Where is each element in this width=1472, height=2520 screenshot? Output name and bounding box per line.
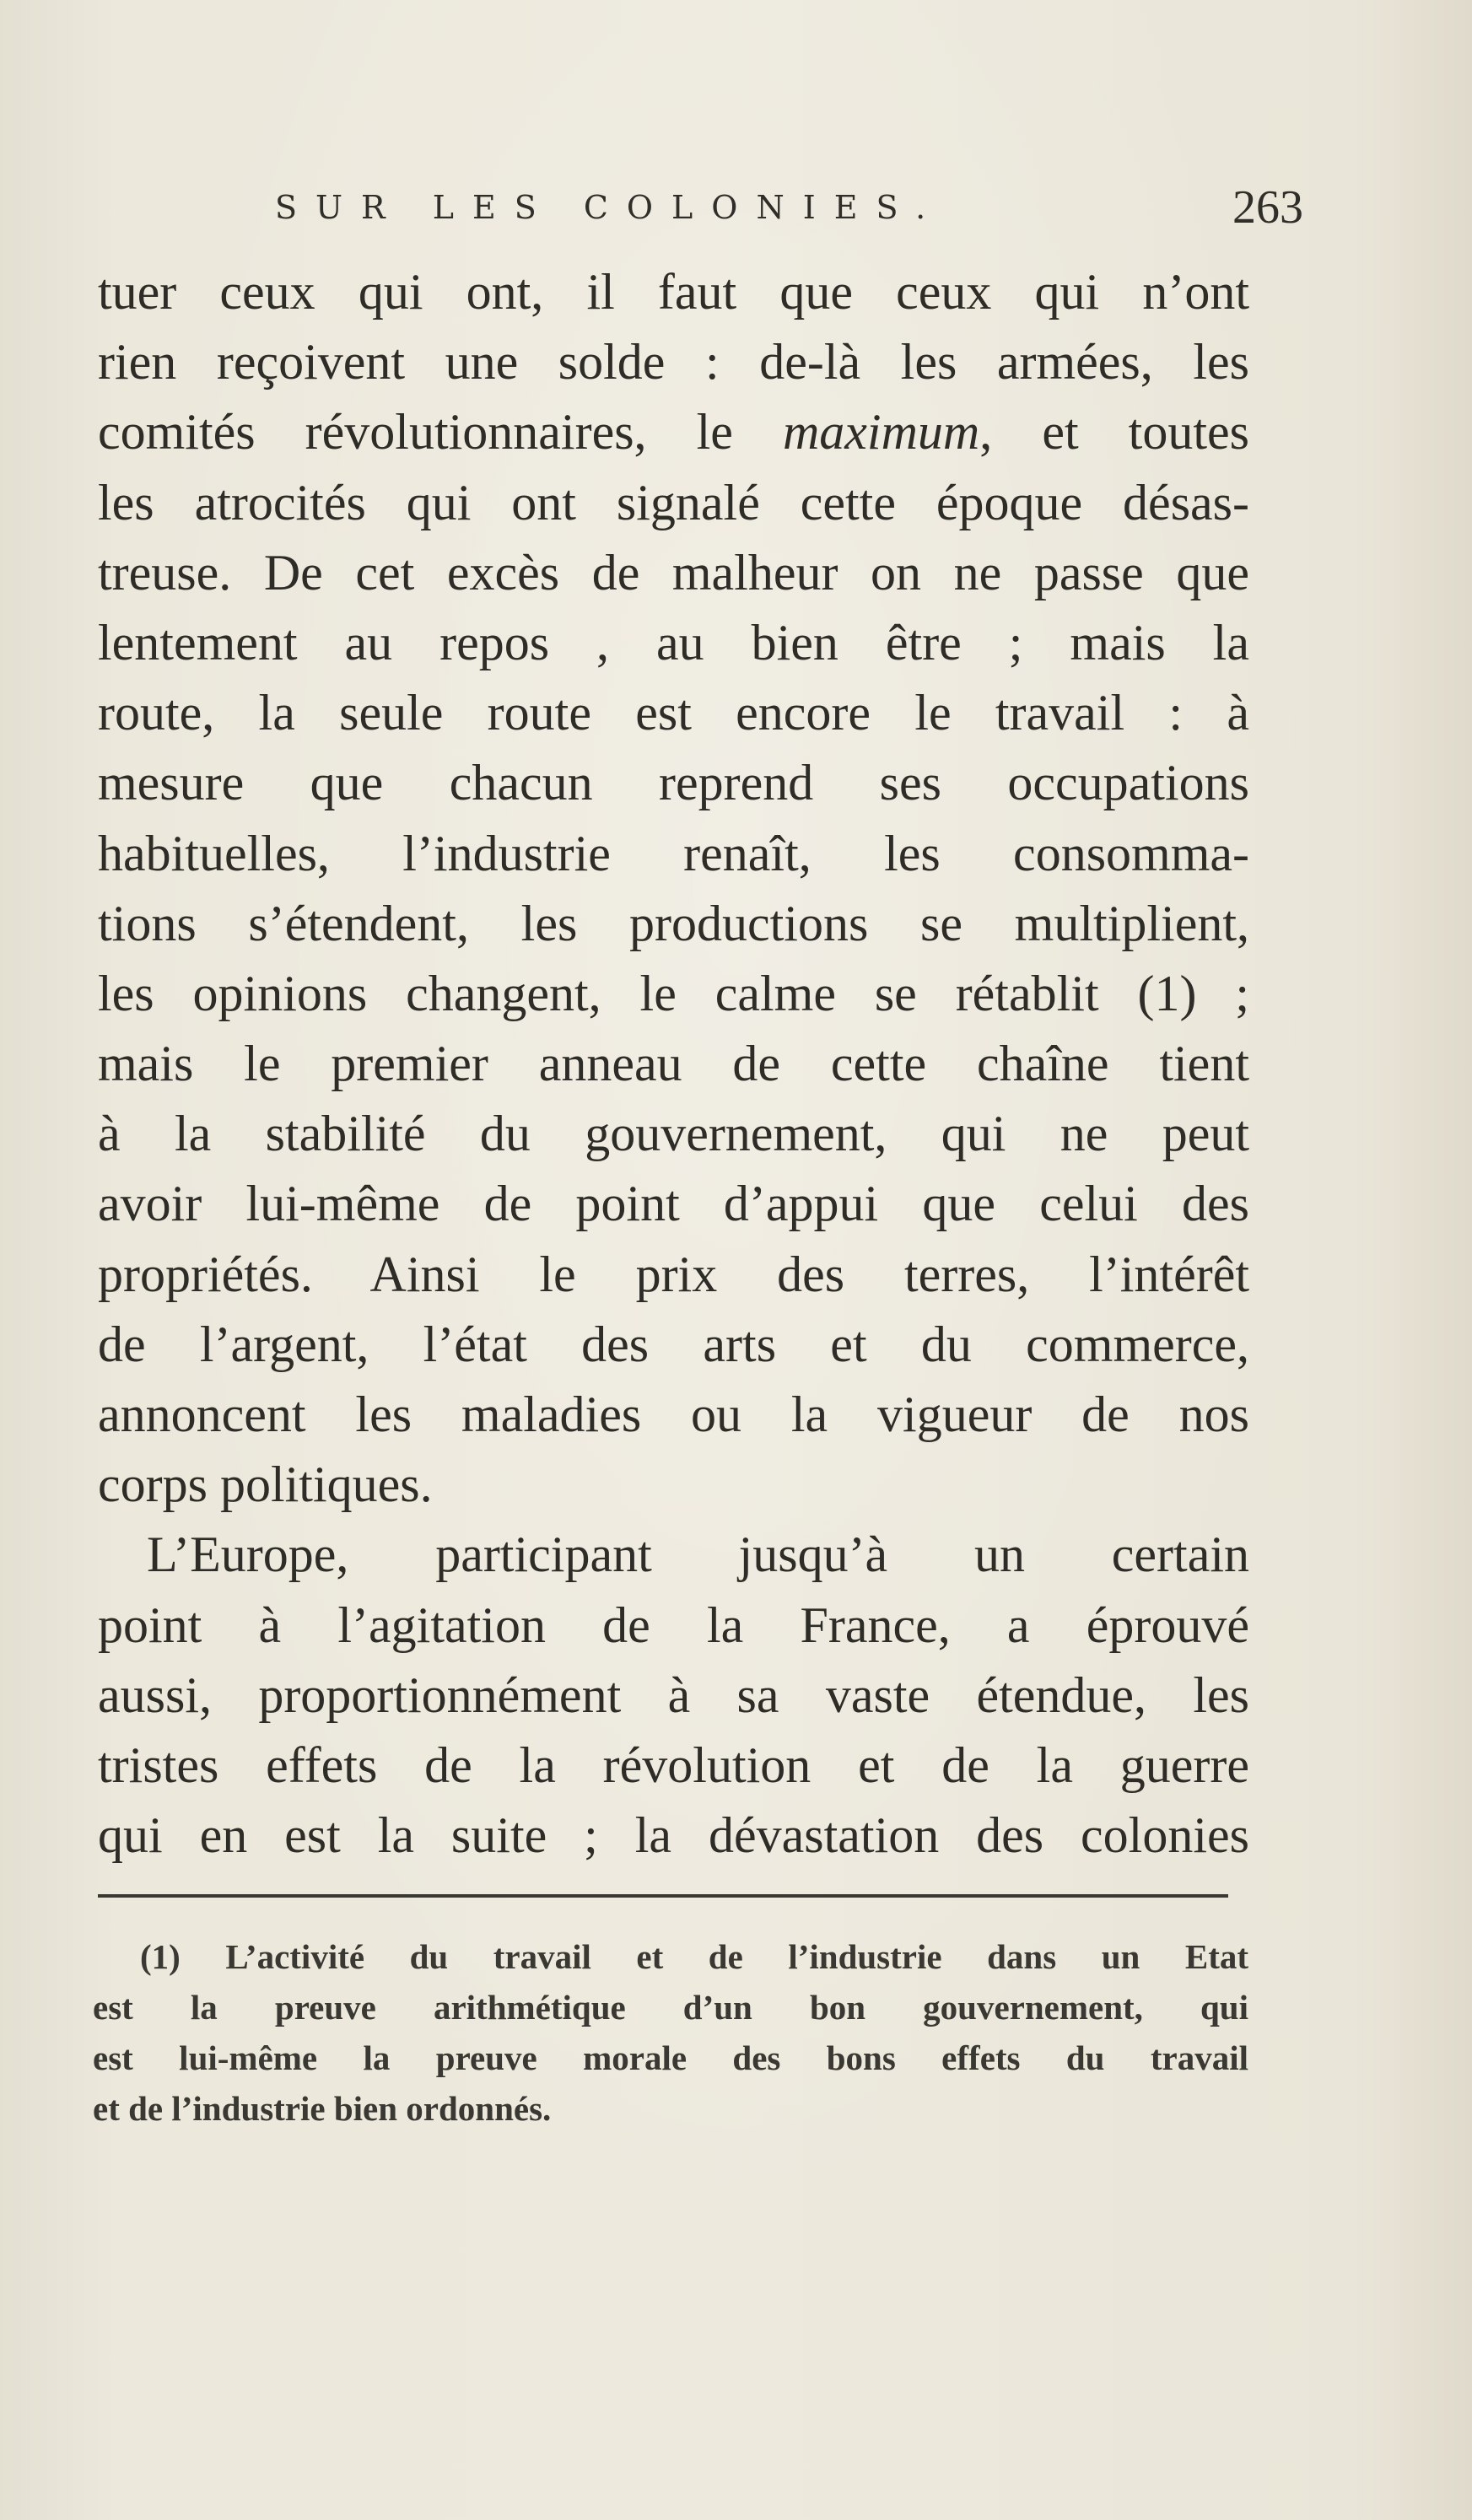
text-segment: comités révolutionnaires, le bbox=[98, 404, 783, 460]
page-number: 263 bbox=[1232, 181, 1303, 234]
text-line: annoncent les maladies ou la vigueur de nos bbox=[98, 1387, 1249, 1442]
footnote-line: est la preuve arithmétique d’un bon gouvernement, qui bbox=[93, 1988, 1248, 2027]
footnote-divider bbox=[98, 1894, 1228, 1898]
text-line: qui en est la suite ; la dévastation des colonies bbox=[98, 1807, 1249, 1864]
text-line: treuse. De cet excès de malheur on ne passe que bbox=[98, 544, 1249, 600]
text-line: habituelles, l’industrie renaît, les consomma- bbox=[98, 825, 1249, 881]
text-line: à la stabilité du gouvernement, qui ne peut bbox=[98, 1106, 1249, 1162]
text-line: L’Europe, participant jusqu’à un certain bbox=[147, 1527, 1249, 1583]
text-line: les opinions changent, le calme se rétablit (1) ; bbox=[98, 965, 1249, 1021]
text-line: lentement au repos , au bien être ; mais la bbox=[98, 614, 1249, 670]
text-line: aussi, proportionnément à sa vaste étendue, les bbox=[98, 1667, 1249, 1723]
text-line: les atrocités qui ont signalé cette époque désas- bbox=[98, 474, 1249, 530]
text-line: point à l’agitation de la France, a éprouvé bbox=[98, 1597, 1249, 1653]
footnote bbox=[93, 1931, 1248, 2134]
italic-word: maximum bbox=[782, 404, 980, 460]
text-line: corps politiques. bbox=[98, 1457, 433, 1513]
text-line: tuer ceux qui ont, il faut que ceux qui n’ont bbox=[98, 264, 1249, 320]
running-title: SUR LES COLONIES. bbox=[275, 189, 945, 226]
running-head bbox=[98, 177, 1303, 245]
text-line: de l’argent, l’état des arts et du commerce, bbox=[98, 1316, 1249, 1372]
main-text bbox=[98, 257, 1249, 1871]
text-line: propriétés. Ainsi le prix des terres, l’intérêt bbox=[98, 1246, 1249, 1302]
text-line: route, la seule route est encore le travail : à bbox=[98, 685, 1249, 741]
footnote-line: et de l’industrie bien ordonnés. bbox=[93, 2089, 552, 2128]
text-segment: , et toutes bbox=[979, 404, 1249, 460]
footnote-line: est lui-même la preuve morale des bons effets du travail bbox=[93, 2038, 1248, 2077]
text-line: mais le premier anneau de cette chaîne tient bbox=[98, 1036, 1249, 1092]
text-line bbox=[98, 397, 1249, 467]
text-line: tristes effets de la révolution et de la guerre bbox=[98, 1737, 1249, 1793]
text-line: tions s’étendent, les productions se multiplient, bbox=[98, 895, 1249, 951]
text-line: avoir lui-même de point d’appui que celui des bbox=[98, 1176, 1249, 1232]
text-line: mesure que chacun reprend ses occupations bbox=[98, 755, 1249, 811]
footnote-line: (1) L’activité du travail et de l’industrie dans un Etat bbox=[140, 1937, 1248, 1976]
text-line: rien reçoivent une solde : de-là les armées, les bbox=[98, 334, 1249, 390]
